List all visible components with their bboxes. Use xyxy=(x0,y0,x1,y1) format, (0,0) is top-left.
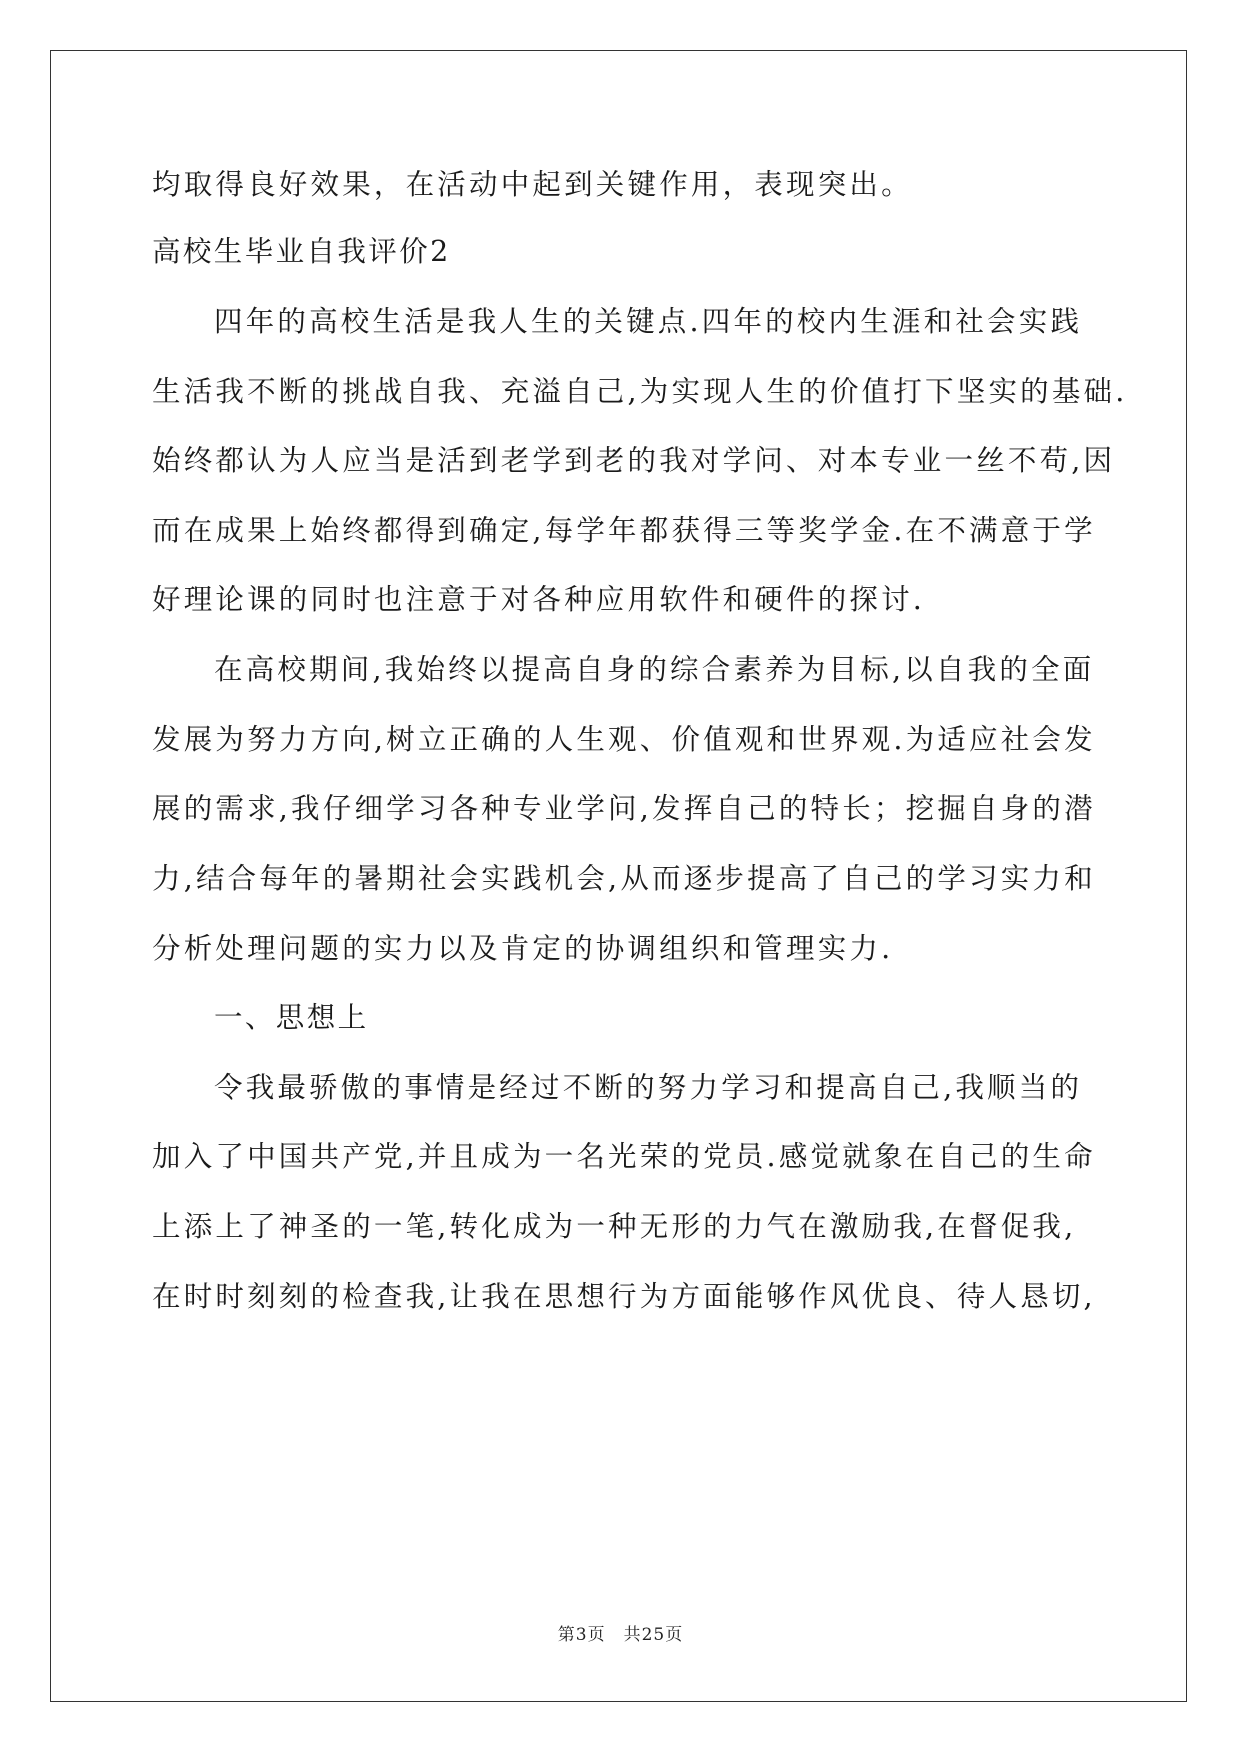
paragraph-line: 在时时刻刻的检查我,让我在思想行为方面能够作风优良、待人恳切, xyxy=(152,1280,1096,1313)
paragraph-line: 始终都认为人应当是活到老学到老的我对学问、对本专业一丝不苟,因 xyxy=(152,444,1116,477)
page-total: 共25页 xyxy=(623,1625,684,1645)
paragraph-line: 上添上了神圣的一笔,转化成为一种无形的力气在激励我,在督促我, xyxy=(152,1210,1077,1243)
paragraph-line: 分析处理问题的实力以及肯定的协调组织和管理实力. xyxy=(152,932,894,965)
page-number: 第3页 xyxy=(557,1625,606,1645)
paragraph-line: 好理论课的同时也注意于对各种应用软件和硬件的探讨. xyxy=(152,583,926,616)
paragraph-line: 在高校期间,我始终以提高自身的综合素养为目标,以自我的全面 xyxy=(214,653,1095,686)
paragraph-line: 而在成果上始终都得到确定,每学年都获得三等奖学金.在不满意于学 xyxy=(152,514,1096,547)
section-heading: 高校生毕业自我评价2 xyxy=(152,235,451,268)
paragraph-line: 力,结合每年的暑期社会实践机会,从而逐步提高了自己的学习实力和 xyxy=(152,862,1096,895)
subsection-heading: 一、思想上 xyxy=(214,1001,369,1034)
paragraph-line: 发展为努力方向,树立正确的人生观、价值观和世界观.为适应社会发 xyxy=(152,723,1096,756)
text-line: 均取得良好效果，在活动中起到关键作用，表现突出。 xyxy=(152,168,913,201)
paragraph-line: 展的需求,我仔细学习各种专业学问,发挥自己的特长；挖掘自身的潜 xyxy=(152,792,1096,825)
paragraph-line: 四年的高校生活是我人生的关键点.四年的校内生涯和社会实践 xyxy=(214,305,1083,338)
paragraph-line: 加入了中国共产党,并且成为一名光荣的党员.感觉就象在自己的生命 xyxy=(152,1140,1096,1173)
paragraph-line: 令我最骄傲的事情是经过不断的努力学习和提高自己,我顺当的 xyxy=(214,1071,1083,1104)
paragraph-line: 生活我不断的挑战自我、充溢自己,为实现人生的价值打下坚实的基础. xyxy=(152,375,1128,408)
page-footer xyxy=(0,1620,1241,1645)
